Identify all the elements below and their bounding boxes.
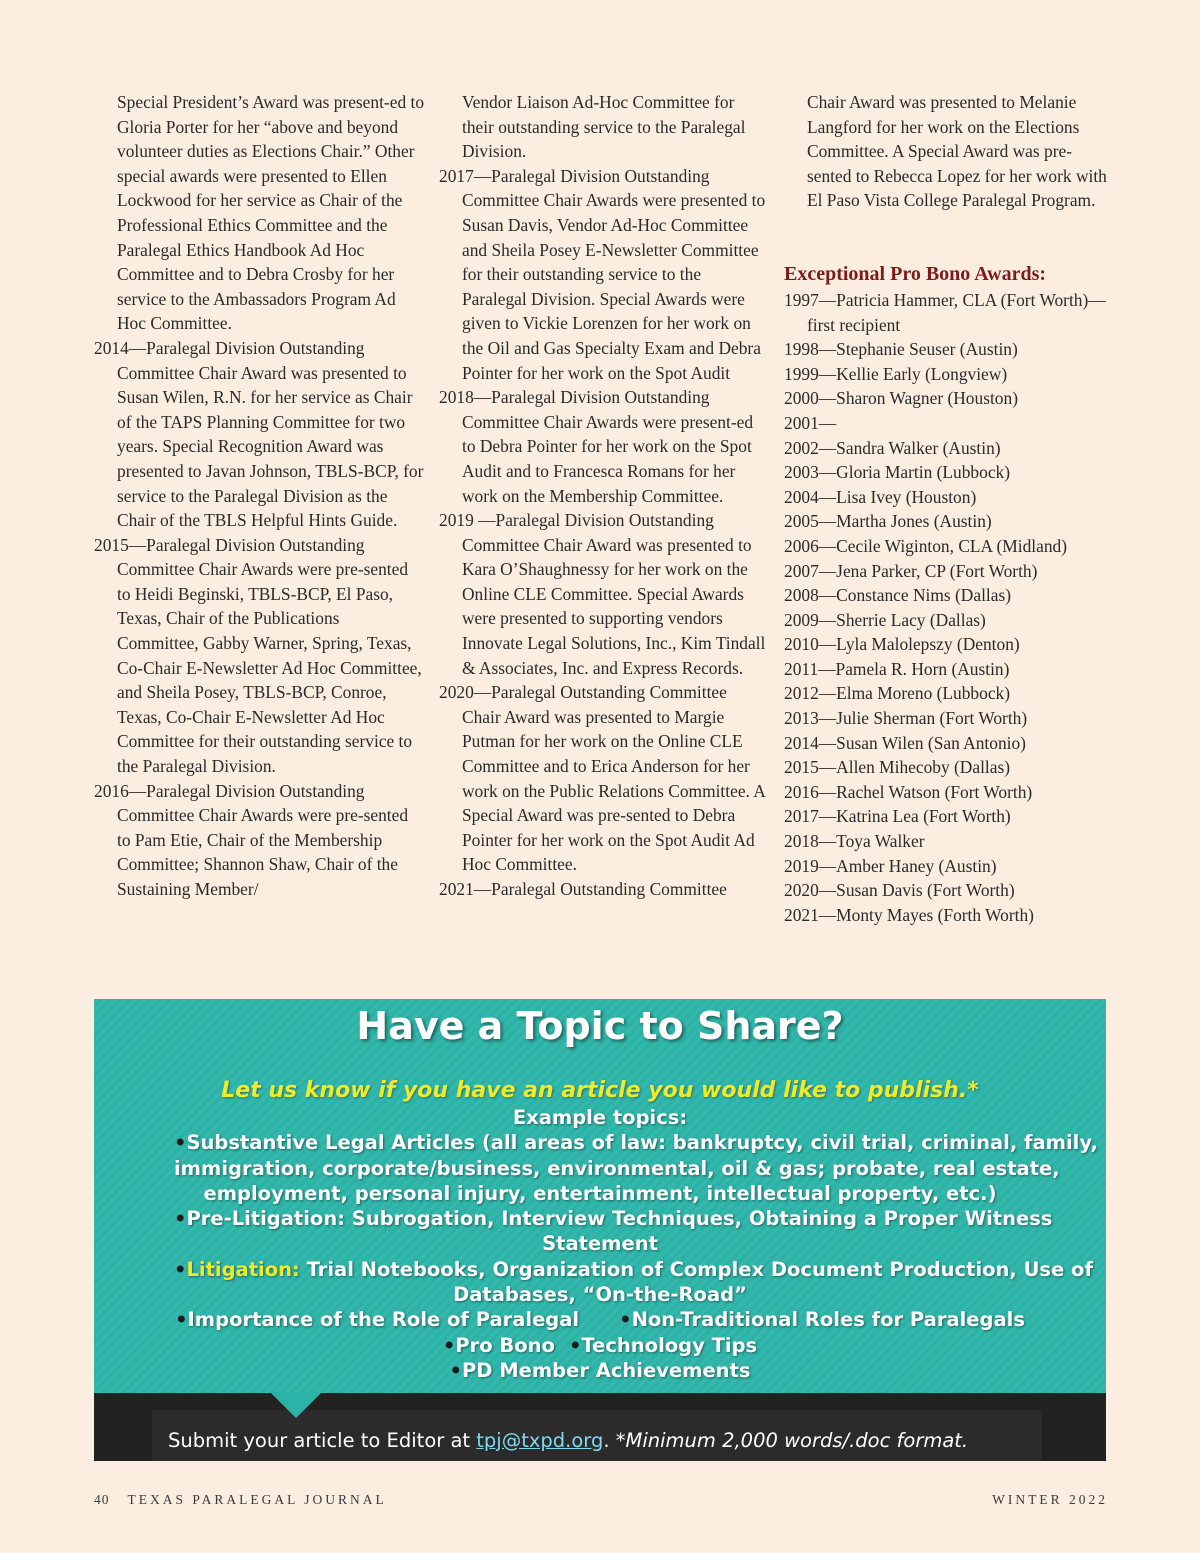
- topic-line: •Substantive Legal Articles (all areas of law: bankruptcy, civil trial, criminal, family,: [174, 1131, 1098, 1155]
- pro-bono-entry: 2008—Constance Nims (Dallas): [784, 585, 1012, 606]
- pro-bono-entry: 2001—: [784, 412, 837, 433]
- example-topics-label: Example topics:: [512, 1106, 688, 1129]
- pro-bono-entry: 2002—Sandra Walker (Austin): [784, 437, 1001, 458]
- pro-bono-entry: 2021—Monty Mayes (Forth Worth): [784, 904, 1034, 925]
- pro-bono-entry: 2015—Allen Mihecoby (Dallas): [784, 757, 1011, 778]
- word-count-note: *Minimum 2,000 words/.doc format.: [615, 1429, 969, 1452]
- pro-bono-entry: 2003—Gloria Martin (Lubbock): [784, 462, 1011, 483]
- award-entry-2020: 2020—Paralegal Outstanding Committee Chair Award was presented to Margie Putman for her work on the Online CLE Committee and to Erica Anderson for her work on the Public Relations Committee. A Special Award was pre-sented to Debra Pointer for her work on the Spot Audit Ad Hoc Committee.: [439, 682, 765, 875]
- pro-bono-entry: 2000—Sharon Wagner (Houston): [784, 388, 1018, 409]
- submit-instructions: Submit your article to Editor at tpj@txpd.org. *Minimum 2,000 words/.doc format.: [168, 1429, 969, 1452]
- pro-bono-heading: Exceptional Pro Bono Awards:: [784, 262, 1047, 285]
- first-recipient-note: first recipient: [807, 314, 901, 335]
- topic-line: •Importance of the Role of Paralegal •Non-Traditional Roles for Paralegals: [175, 1308, 1025, 1332]
- award-entry-2021: 2021—Paralegal Outstanding Committee: [439, 879, 727, 899]
- pro-bono-entry: 2011—Pamela R. Horn (Austin): [784, 658, 1010, 679]
- award-entry-2016: 2016—Paralegal Division Outstanding Committee Chair Awards were pre-sented to Pam Etie, Chair of the Membership Committee; Shannon Shaw, Chair of the Sustaining Member/: [94, 780, 409, 899]
- pro-bono-entry: 2013—Julie Sherman (Fort Worth): [784, 708, 1028, 729]
- pro-bono-entry: 2007—Jena Parker, CP (Fort Worth): [784, 560, 1038, 581]
- pro-bono-entry: 2014—Susan Wilen (San Antonio): [784, 732, 1026, 753]
- bullet-icon: •: [175, 1308, 188, 1332]
- pro-bono-entry: 2019—Amber Haney (Austin): [784, 855, 997, 876]
- callout-pointer-icon: [270, 1392, 322, 1418]
- bullet-icon: •: [174, 1131, 187, 1155]
- bullet-icon: •: [568, 1333, 582, 1357]
- bullet-icon: •: [442, 1333, 456, 1357]
- pro-bono-entry: 2016—Rachel Watson (Fort Worth): [784, 781, 1033, 802]
- page-footer-left: [94, 1492, 387, 1508]
- issue-label: WINTER 2022: [992, 1492, 1108, 1507]
- topic-line: •Pre-Litigation: Subrogation, Interview Techniques, Obtaining a Proper Witness: [174, 1207, 1053, 1231]
- award-entry-2017: 2017—Paralegal Division Outstanding Committee Chair Awards were presented to Susan Davis, Vendor Ad-Hoc Committee and Sheila Posey E-Newsletter Committee for their outstanding service to the Paralegal Division. Special Awards were given to Vickie Lorenzen for her work on the Oil and Gas Specialty Exam and Debra Pointer for her work on the Spot Audit: [439, 165, 766, 383]
- pro-bono-first-entry-text: 1997—Patricia Hammer, CLA (Fort Worth)—: [784, 289, 1106, 310]
- topic-line: employment, personal injury, entertainment, intellectual property, etc.): [203, 1181, 997, 1205]
- topic-line: Databases, “On-the-Road”: [453, 1283, 747, 1307]
- page-number: 40: [94, 1492, 110, 1507]
- article-column-1: [94, 90, 424, 902]
- pro-bono-entry: 2006—Cecile Wiginton, CLA (Midland): [784, 535, 1067, 556]
- publication-name: TEXAS PARALEGAL JOURNAL: [127, 1492, 387, 1507]
- pro-bono-entry: 2010—Lyla Malolepszy (Denton): [784, 634, 1020, 655]
- pro-bono-entry: 1999—Kellie Early (Longview): [784, 363, 1008, 384]
- bullet-icon: •: [174, 1207, 187, 1231]
- award-entry-2014: 2014—Paralegal Division Outstanding Committee Chair Award was presented to Susan Wilen, R.N. for her service as Chair of the TAPS Planning Committee for two years. Special Recognition Award was presented to Javan Johnson, TBLS-BCP, for service to the Paralegal Division as the Chair of the TBLS Helpful Hints Guide.: [94, 337, 424, 531]
- pro-bono-entry: 2020—Susan Davis (Fort Worth): [784, 880, 1015, 901]
- award-paragraph: Chair Award was presented to Melanie Langford for her work on the Elections Committee. A Special Award was pre-sented to Rebecca Lopez for her work with El Paso Vista College Paralegal Program.: [807, 92, 1107, 211]
- award-entry-2019: 2019 —Paralegal Division Outstanding Committee Chair Award was presented to Kara O’Shaughnessy for her work on the Online CLE Committee. Special Awards were presented to supporting vendors Innovate Legal Solutions, Inc., Kim Tindall & Associates, Inc. and Express Records.: [439, 510, 766, 678]
- pro-bono-entry: 2018—Toya Walker: [784, 831, 925, 852]
- bullet-icon: •: [449, 1358, 462, 1382]
- award-entry-2018: 2018—Paralegal Division Outstanding Committee Chair Awards were present-ed to Debra Pointer for her work on the Spot Audit and to Francesca Romans for her work on the Membership Committee.: [439, 387, 754, 506]
- banner-title: Have a Topic to Share?: [356, 1004, 844, 1048]
- topic-line: •PD Member Achievements: [449, 1358, 751, 1382]
- editor-email-link[interactable]: tpj@txpd.org: [476, 1429, 604, 1452]
- pro-bono-entry: 1998—Stephanie Seuser (Austin): [784, 339, 1018, 360]
- article-column-3: [784, 90, 1114, 927]
- award-paragraph: Vendor Liaison Ad-Hoc Committee for their outstanding service to the Paralegal Division.: [462, 92, 746, 162]
- topic-line: •Pro Bono •Technology Tips: [442, 1333, 758, 1357]
- article-column-2: [439, 90, 769, 902]
- bullet-icon: •: [619, 1308, 632, 1332]
- banner-subtitle: Let us know if you have an article you would like to publish.*: [221, 1078, 979, 1103]
- topic-banner: [94, 999, 1106, 1393]
- pro-bono-entry: 2004—Lisa Ivey (Houston): [784, 486, 977, 507]
- pro-bono-entry: 2017—Katrina Lea (Fort Worth): [784, 806, 1011, 827]
- award-paragraph: Special President’s Award was present-ed to Gloria Porter for her “above and beyond volunteer duties as Elections Chair.” Other special awards were presented to Ellen Lockwood for her service as Chair of the Professional Ethics Committee and the Paralegal Ethics Handbook Ad Hoc Committee and to Debra Crosby for her service to the Ambassadors Program Ad Hoc Committee.: [117, 92, 425, 334]
- example-topics-list: [94, 1105, 1106, 1383]
- pro-bono-entry: 2005—Martha Jones (Austin): [784, 511, 992, 532]
- topic-line: •Litigation: Trial Notebooks, Organization of Complex Document Production, Use of: [174, 1257, 1093, 1281]
- bullet-icon: •: [174, 1257, 187, 1281]
- topic-line: immigration, corporate/business, environmental, oil & gas; probate, real estate,: [174, 1156, 1060, 1180]
- topic-line: Statement: [542, 1232, 658, 1256]
- pro-bono-entry: 2012—Elma Moreno (Lubbock): [784, 683, 1011, 704]
- litigation-label: Litigation:: [186, 1257, 300, 1281]
- award-entry-2015: 2015—Paralegal Division Outstanding Committee Chair Awards were pre-sented to Heidi Beginski, TBLS-BCP, El Paso, Texas, Chair of the Publications Committee, Gabby Warner, Spring, Texas, Co-Chair E-Newsletter Ad Hoc Committee, and Sheila Posey, TBLS-BCP, Conroe, Texas, Co-Chair E-Newsletter Ad Hoc Committee for their outstanding service to the Paralegal Division.: [94, 534, 422, 777]
- pro-bono-entry: 2009—Sherrie Lacy (Dallas): [784, 609, 986, 630]
- pro-bono-first-entry: [784, 288, 1114, 337]
